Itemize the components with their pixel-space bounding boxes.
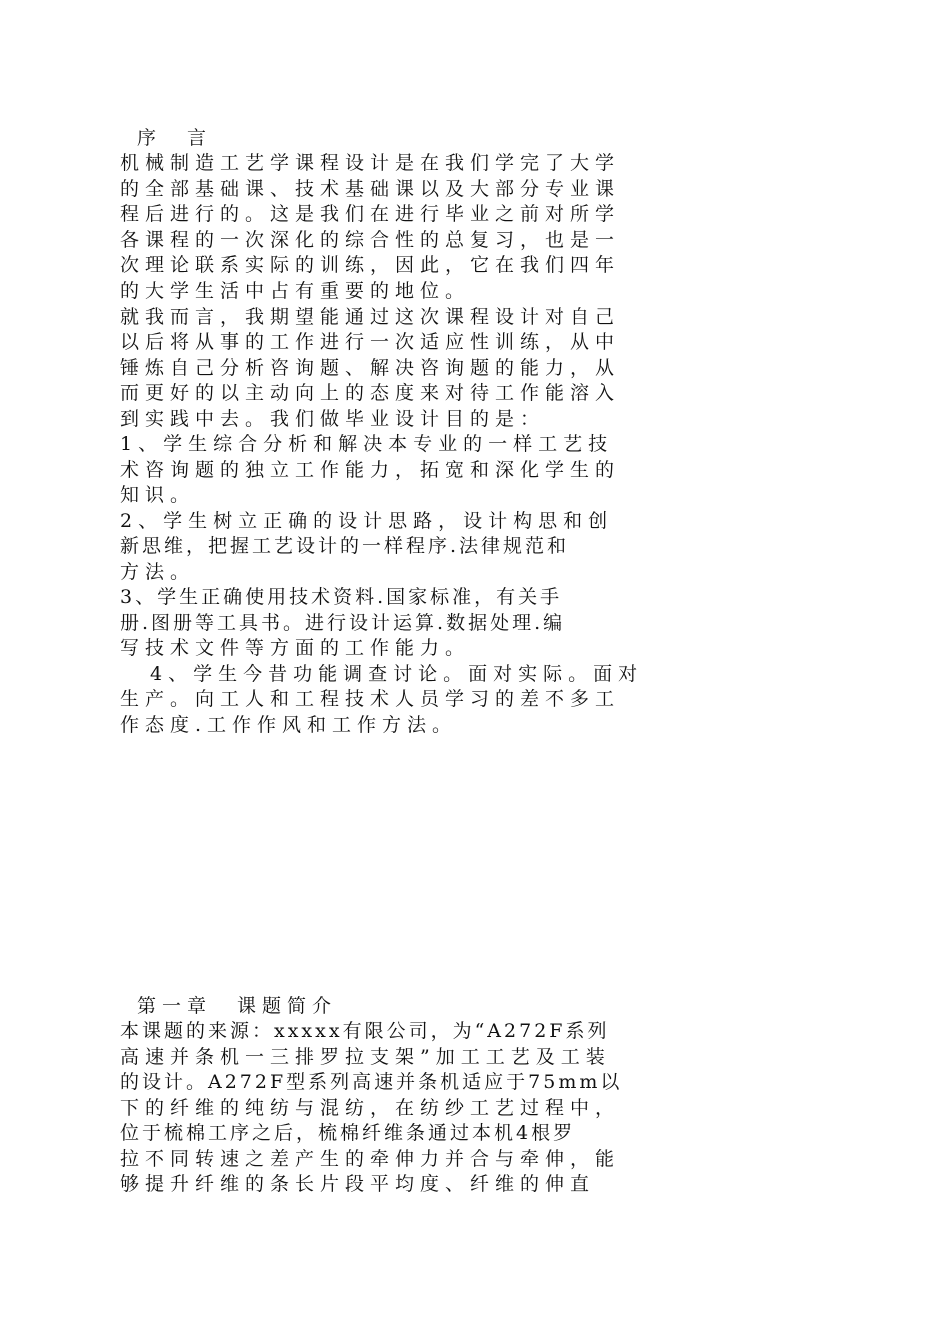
preface-line: 术咨询题的独立工作能力，拓宽和深化学生的 [120, 459, 621, 481]
chapter-line: 拉不同转速之差产生的牵伸力并合与牵伸，能 [120, 1148, 621, 1170]
chapter-line: 位于梳棉工序之后，梳棉纤维条通过本机4根罗 [120, 1122, 576, 1144]
preface-line: 而更好的以主动向上的态度来对待工作能溶入 [120, 382, 621, 404]
chapter-title: 第一章 课题简介 [137, 995, 338, 1017]
preface-line: 各课程的一次深化的综合性的总复习，也是一 [120, 229, 621, 251]
preface-line: 机械制造工艺学课程设计是在我们学完了大学 [120, 152, 621, 174]
preface-line: 知识。 [120, 484, 196, 506]
preface-title: 序 言 [137, 127, 213, 149]
preface-line: 2、学生树立正确的设计思路，设计构思和创 [120, 510, 614, 532]
preface-line: 新思维，把握工艺设计的一样程序.法律规范和 [120, 535, 570, 557]
preface-line: 3、学生正确使用技术资料.国家标准，有关手 [120, 586, 563, 608]
chapter-line: 本课题的来源：xxxxx有限公司，为“A272F系列 [120, 1020, 610, 1042]
preface-line: 册.图册等工具书。进行设计运算.数据处理.编 [120, 612, 566, 634]
preface-line: 次理论联系实际的训练，因此，它在我们四年 [120, 254, 621, 276]
preface-line: 的大学生活中占有重要的地位。 [120, 280, 471, 302]
preface-line: 4、学生今昔功能调查讨论。面对实际。面对 [150, 663, 644, 685]
preface-line: 作态度.工作作风和工作方法。 [120, 714, 458, 736]
chapter-line: 下的纤维的纯纺与混纺，在纺纱工艺过程中， [120, 1097, 621, 1119]
preface-line: 的全部基础课、技术基础课以及大部分专业课 [120, 178, 621, 200]
preface-line: 方法。 [120, 561, 196, 583]
preface-line: 就我而言，我期望能通过这次课程设计对自己 [120, 306, 621, 328]
preface-line: 到实践中去。我们做毕业设计目的是： [120, 408, 546, 430]
preface-line: 锤炼自己分析咨询题、解决咨询题的能力，从 [120, 357, 621, 379]
preface-line: 以后将从事的工作进行一次适应性训练，从中 [120, 331, 621, 353]
chapter-line: 的设计。A272F型系列高速并条机适应于75mm以 [120, 1071, 623, 1093]
preface-line: 1、学生综合分析和解决本专业的一样工艺技 [120, 433, 614, 455]
chapter-line: 高速并条机一三排罗拉支架”加工工艺及工装 [120, 1046, 611, 1068]
preface-line: 程后进行的。这是我们在进行毕业之前对所学 [120, 203, 621, 225]
chapter-line: 够提升纤维的条长片段平均度、纤维的伸直 [120, 1173, 596, 1195]
preface-line: 写技术文件等方面的工作能力。 [120, 637, 471, 659]
preface-line: 生产。向工人和工程技术人员学习的差不多工 [120, 688, 621, 710]
